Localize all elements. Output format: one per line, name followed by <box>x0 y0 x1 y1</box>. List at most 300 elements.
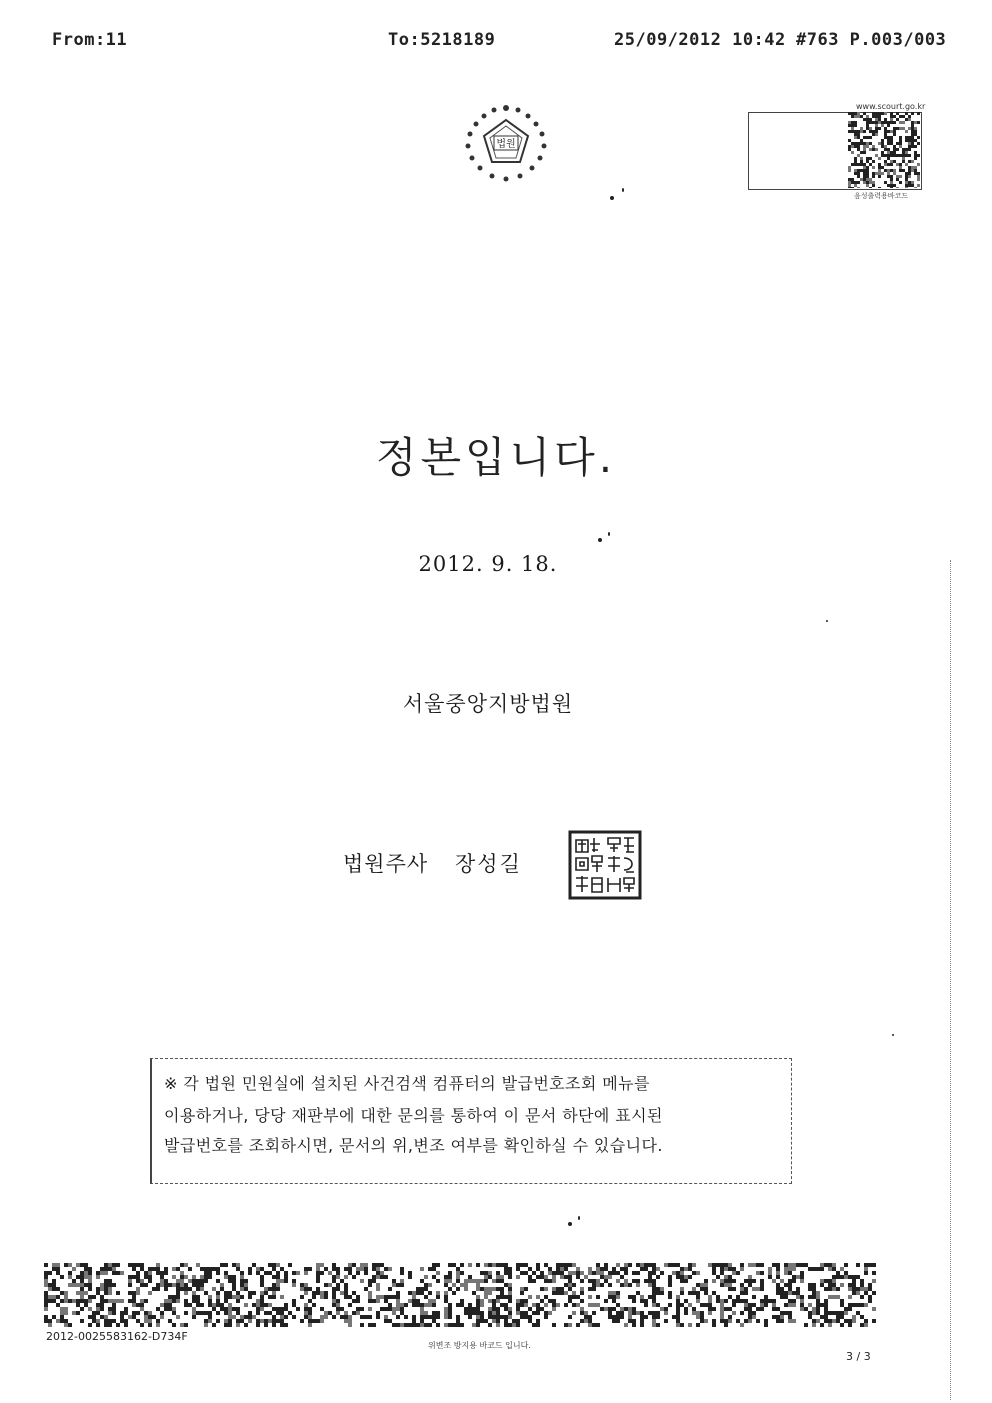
code-cell <box>88 1271 92 1275</box>
code-cell <box>875 124 878 127</box>
code-cell <box>660 1307 664 1311</box>
code-cell <box>124 1307 128 1311</box>
code-cell <box>112 1299 116 1303</box>
code-cell <box>548 1267 552 1271</box>
code-cell <box>890 151 893 154</box>
code-cell <box>720 1315 724 1319</box>
code-cell <box>840 1283 844 1287</box>
code-cell <box>464 1287 468 1291</box>
code-cell <box>556 1303 560 1307</box>
code-cell <box>644 1279 648 1283</box>
code-cell <box>244 1283 248 1287</box>
code-cell <box>552 1323 556 1327</box>
code-cell <box>104 1263 108 1267</box>
code-cell <box>893 115 896 118</box>
code-cell <box>700 1315 704 1319</box>
code-cell <box>312 1303 316 1307</box>
code-cell <box>905 184 908 187</box>
code-cell <box>248 1271 252 1275</box>
code-cell <box>88 1275 92 1279</box>
code-cell <box>428 1283 432 1287</box>
code-cell <box>64 1291 68 1295</box>
code-cell <box>284 1307 288 1311</box>
code-cell <box>192 1275 196 1279</box>
code-cell <box>84 1299 88 1303</box>
code-cell <box>878 172 881 175</box>
code-cell <box>852 1303 856 1307</box>
code-cell <box>866 142 869 145</box>
code-cell <box>528 1315 532 1319</box>
code-cell <box>372 1275 376 1279</box>
code-cell <box>112 1307 116 1311</box>
code-cell <box>356 1311 360 1315</box>
code-cell <box>496 1263 500 1267</box>
code-cell <box>700 1319 704 1323</box>
code-cell <box>344 1283 348 1287</box>
code-cell <box>284 1303 288 1307</box>
code-cell <box>624 1271 628 1275</box>
code-cell <box>504 1271 508 1275</box>
code-cell <box>908 154 911 157</box>
code-cell <box>492 1287 496 1291</box>
code-cell <box>268 1295 272 1299</box>
code-cell <box>436 1295 440 1299</box>
code-cell <box>216 1271 220 1275</box>
code-cell <box>104 1271 108 1275</box>
code-cell <box>480 1315 484 1319</box>
code-cell <box>384 1307 388 1311</box>
code-cell <box>564 1291 568 1295</box>
code-cell <box>348 1319 352 1323</box>
code-cell <box>132 1267 136 1271</box>
code-cell <box>148 1291 152 1295</box>
code-cell <box>866 145 869 148</box>
code-cell <box>600 1271 604 1275</box>
code-cell <box>84 1303 88 1307</box>
code-cell <box>208 1299 212 1303</box>
code-cell <box>656 1303 660 1307</box>
code-cell <box>132 1263 136 1267</box>
code-cell <box>400 1323 404 1327</box>
code-cell <box>296 1307 300 1311</box>
code-cell <box>500 1295 504 1299</box>
code-cell <box>857 115 860 118</box>
code-cell <box>148 1311 152 1315</box>
code-cell <box>914 130 917 133</box>
code-cell <box>136 1291 140 1295</box>
code-cell <box>244 1315 248 1319</box>
code-cell <box>432 1303 436 1307</box>
code-cell <box>72 1299 76 1303</box>
code-cell <box>851 181 854 184</box>
code-cell <box>316 1319 320 1323</box>
code-cell <box>172 1267 176 1271</box>
code-cell <box>592 1287 596 1291</box>
code-cell <box>356 1307 360 1311</box>
code-cell <box>516 1311 520 1315</box>
code-cell <box>851 178 854 181</box>
code-cell <box>328 1283 332 1287</box>
code-cell <box>881 139 884 142</box>
code-cell <box>728 1275 732 1279</box>
code-cell <box>148 1323 152 1327</box>
code-cell <box>884 163 887 166</box>
code-cell <box>368 1279 372 1283</box>
code-cell <box>890 160 893 163</box>
code-cell <box>132 1303 136 1307</box>
code-cell <box>472 1311 476 1315</box>
code-cell <box>216 1267 220 1271</box>
code-cell <box>360 1263 364 1267</box>
code-cell <box>902 160 905 163</box>
code-cell <box>232 1307 236 1311</box>
scan-speck <box>598 538 602 542</box>
code-cell <box>863 175 866 178</box>
code-cell <box>96 1307 100 1311</box>
code-cell <box>324 1291 328 1295</box>
code-cell <box>196 1263 200 1267</box>
code-cell <box>160 1275 164 1279</box>
code-cell <box>740 1287 744 1291</box>
code-cell <box>536 1263 540 1267</box>
code-cell <box>917 172 920 175</box>
code-cell <box>832 1311 836 1315</box>
code-cell <box>352 1299 356 1303</box>
code-cell <box>420 1315 424 1319</box>
code-cell <box>854 133 857 136</box>
code-cell <box>264 1323 268 1327</box>
code-cell <box>856 1303 860 1307</box>
code-cell <box>905 139 908 142</box>
code-cell <box>866 127 869 130</box>
code-cell <box>136 1263 140 1267</box>
code-cell <box>200 1311 204 1315</box>
code-cell <box>420 1307 424 1311</box>
code-cell <box>452 1283 456 1287</box>
code-cell <box>848 187 851 188</box>
code-cell <box>878 166 881 169</box>
code-cell <box>216 1299 220 1303</box>
code-cell <box>400 1307 404 1311</box>
code-cell <box>887 175 890 178</box>
code-cell <box>902 154 905 157</box>
code-cell <box>728 1307 732 1311</box>
code-cell <box>512 1319 516 1323</box>
code-cell <box>56 1319 60 1323</box>
code-cell <box>292 1299 296 1303</box>
code-cell <box>552 1271 556 1275</box>
code-cell <box>832 1319 836 1323</box>
code-cell <box>184 1275 188 1279</box>
code-cell <box>208 1267 212 1271</box>
code-cell <box>684 1267 688 1271</box>
code-cell <box>720 1299 724 1303</box>
code-cell <box>580 1279 584 1283</box>
code-cell <box>88 1315 92 1319</box>
code-cell <box>516 1275 520 1279</box>
code-cell <box>857 133 860 136</box>
code-cell <box>144 1283 148 1287</box>
code-cell <box>452 1263 456 1267</box>
code-cell <box>740 1291 744 1295</box>
code-cell <box>652 1287 656 1291</box>
code-cell <box>881 166 884 169</box>
code-cell <box>76 1299 80 1303</box>
code-cell <box>854 115 857 118</box>
code-cell <box>840 1315 844 1319</box>
code-cell <box>816 1311 820 1315</box>
code-cell <box>160 1311 164 1315</box>
code-cell <box>416 1303 420 1307</box>
code-cell <box>108 1287 112 1291</box>
code-cell <box>632 1307 636 1311</box>
code-cell <box>854 121 857 124</box>
code-cell <box>76 1283 80 1287</box>
code-cell <box>220 1283 224 1287</box>
code-cell <box>540 1307 544 1311</box>
code-cell <box>656 1323 660 1327</box>
code-cell <box>528 1319 532 1323</box>
code-cell <box>140 1279 144 1283</box>
code-cell <box>628 1315 632 1319</box>
code-cell <box>104 1279 108 1283</box>
code-cell <box>196 1295 200 1299</box>
code-cell <box>869 148 872 151</box>
code-cell <box>776 1319 780 1323</box>
code-cell <box>192 1279 196 1283</box>
code-cell <box>857 145 860 148</box>
code-cell <box>368 1283 372 1287</box>
code-cell <box>911 181 914 184</box>
code-cell <box>268 1287 272 1291</box>
code-cell <box>700 1303 704 1307</box>
code-cell <box>536 1267 540 1271</box>
code-cell <box>848 139 851 142</box>
code-cell <box>488 1311 492 1315</box>
code-cell <box>268 1271 272 1275</box>
code-cell <box>608 1315 612 1319</box>
code-cell <box>120 1319 124 1323</box>
code-cell <box>204 1311 208 1315</box>
code-cell <box>260 1299 264 1303</box>
code-cell <box>764 1319 768 1323</box>
code-cell <box>292 1271 296 1275</box>
code-cell <box>544 1275 548 1279</box>
code-cell <box>848 1303 852 1307</box>
code-cell <box>905 154 908 157</box>
code-cell <box>268 1303 272 1307</box>
code-cell <box>580 1311 584 1315</box>
code-cell <box>172 1295 176 1299</box>
code-cell <box>636 1311 640 1315</box>
code-cell <box>890 178 893 181</box>
code-cell <box>884 145 887 148</box>
code-cell <box>808 1267 812 1271</box>
code-cell <box>508 1307 512 1311</box>
code-cell <box>772 1263 776 1267</box>
code-cell <box>608 1311 612 1315</box>
code-cell <box>208 1275 212 1279</box>
code-cell <box>472 1279 476 1283</box>
code-cell <box>899 121 902 124</box>
code-cell <box>680 1323 684 1327</box>
code-cell <box>312 1291 316 1295</box>
code-cell <box>552 1299 556 1303</box>
code-cell <box>412 1295 416 1299</box>
code-cell <box>600 1267 604 1271</box>
code-cell <box>780 1287 784 1291</box>
code-cell <box>48 1287 52 1291</box>
code-cell <box>80 1275 84 1279</box>
code-cell <box>184 1303 188 1307</box>
code-cell <box>524 1315 528 1319</box>
code-cell <box>905 178 908 181</box>
code-cell <box>804 1307 808 1311</box>
code-cell <box>899 169 902 172</box>
code-cell <box>792 1299 796 1303</box>
code-cell <box>875 127 878 130</box>
code-cell <box>881 112 884 115</box>
code-cell <box>624 1307 628 1311</box>
code-cell <box>652 1279 656 1283</box>
code-cell <box>616 1311 620 1315</box>
code-cell <box>236 1295 240 1299</box>
code-cell <box>504 1307 508 1311</box>
code-cell <box>204 1275 208 1279</box>
code-cell <box>860 1283 864 1287</box>
code-cell <box>592 1271 596 1275</box>
code-cell <box>816 1295 820 1299</box>
code-cell <box>196 1299 200 1303</box>
code-cell <box>724 1323 728 1327</box>
code-cell <box>436 1263 440 1267</box>
code-cell <box>200 1279 204 1283</box>
code-cell <box>628 1295 632 1299</box>
code-cell <box>424 1283 428 1287</box>
code-cell <box>44 1279 48 1283</box>
code-cell <box>140 1283 144 1287</box>
code-cell <box>887 136 890 139</box>
code-cell <box>760 1303 764 1307</box>
code-cell <box>887 142 890 145</box>
code-cell <box>872 148 875 151</box>
code-cell <box>800 1299 804 1303</box>
code-cell <box>792 1275 796 1279</box>
code-cell <box>200 1283 204 1287</box>
code-cell <box>748 1275 752 1279</box>
code-cell <box>872 145 875 148</box>
code-cell <box>96 1323 100 1327</box>
code-cell <box>300 1295 304 1299</box>
code-cell <box>576 1267 580 1271</box>
code-cell <box>56 1295 60 1299</box>
code-cell <box>572 1283 576 1287</box>
code-cell <box>344 1275 348 1279</box>
code-cell <box>248 1267 252 1271</box>
code-cell <box>496 1271 500 1275</box>
code-cell <box>448 1275 452 1279</box>
code-cell <box>676 1323 680 1327</box>
code-cell <box>52 1283 56 1287</box>
code-cell <box>596 1295 600 1299</box>
code-cell <box>352 1275 356 1279</box>
code-cell <box>844 1307 848 1311</box>
code-cell <box>432 1267 436 1271</box>
code-cell <box>780 1311 784 1315</box>
page-count: 3 / 3 <box>846 1350 871 1363</box>
code-cell <box>832 1263 836 1267</box>
code-cell <box>520 1263 524 1267</box>
code-cell <box>728 1283 732 1287</box>
code-cell <box>396 1315 400 1319</box>
code-cell <box>192 1283 196 1287</box>
code-cell <box>304 1271 308 1275</box>
code-cell <box>276 1287 280 1291</box>
code-cell <box>188 1287 192 1291</box>
code-cell <box>800 1263 804 1267</box>
code-cell <box>216 1303 220 1307</box>
code-cell <box>890 187 893 188</box>
code-cell <box>524 1311 528 1315</box>
code-cell <box>168 1299 172 1303</box>
code-cell <box>872 1291 876 1295</box>
code-cell <box>484 1263 488 1267</box>
code-cell <box>336 1311 340 1315</box>
code-cell <box>684 1307 688 1311</box>
code-cell <box>448 1303 452 1307</box>
code-cell <box>844 1271 848 1275</box>
code-cell <box>648 1283 652 1287</box>
code-cell <box>820 1323 824 1327</box>
code-cell <box>204 1267 208 1271</box>
code-cell <box>120 1315 124 1319</box>
code-cell <box>136 1287 140 1291</box>
code-cell <box>220 1303 224 1307</box>
code-cell <box>468 1303 472 1307</box>
code-cell <box>128 1291 132 1295</box>
code-cell <box>905 130 908 133</box>
code-cell <box>476 1287 480 1291</box>
code-cell <box>544 1315 548 1319</box>
code-cell <box>460 1271 464 1275</box>
code-cell <box>866 184 869 187</box>
code-cell <box>592 1311 596 1315</box>
code-cell <box>236 1299 240 1303</box>
code-cell <box>224 1319 228 1323</box>
code-cell <box>52 1287 56 1291</box>
code-cell <box>852 1319 856 1323</box>
code-cell <box>280 1315 284 1319</box>
code-cell <box>564 1283 568 1287</box>
code-cell <box>728 1287 732 1291</box>
code-cell <box>568 1263 572 1267</box>
scan-speck <box>578 1216 580 1220</box>
code-cell <box>532 1311 536 1315</box>
code-cell <box>496 1307 500 1311</box>
code-cell <box>100 1299 104 1303</box>
code-cell <box>899 163 902 166</box>
code-cell <box>887 130 890 133</box>
code-cell <box>168 1307 172 1311</box>
code-cell <box>444 1283 448 1287</box>
clerk-seal-stamp <box>568 830 642 900</box>
code-cell <box>580 1271 584 1275</box>
code-cell <box>184 1283 188 1287</box>
code-cell <box>612 1295 616 1299</box>
code-cell <box>304 1307 308 1311</box>
code-cell <box>808 1315 812 1319</box>
code-cell <box>911 130 914 133</box>
